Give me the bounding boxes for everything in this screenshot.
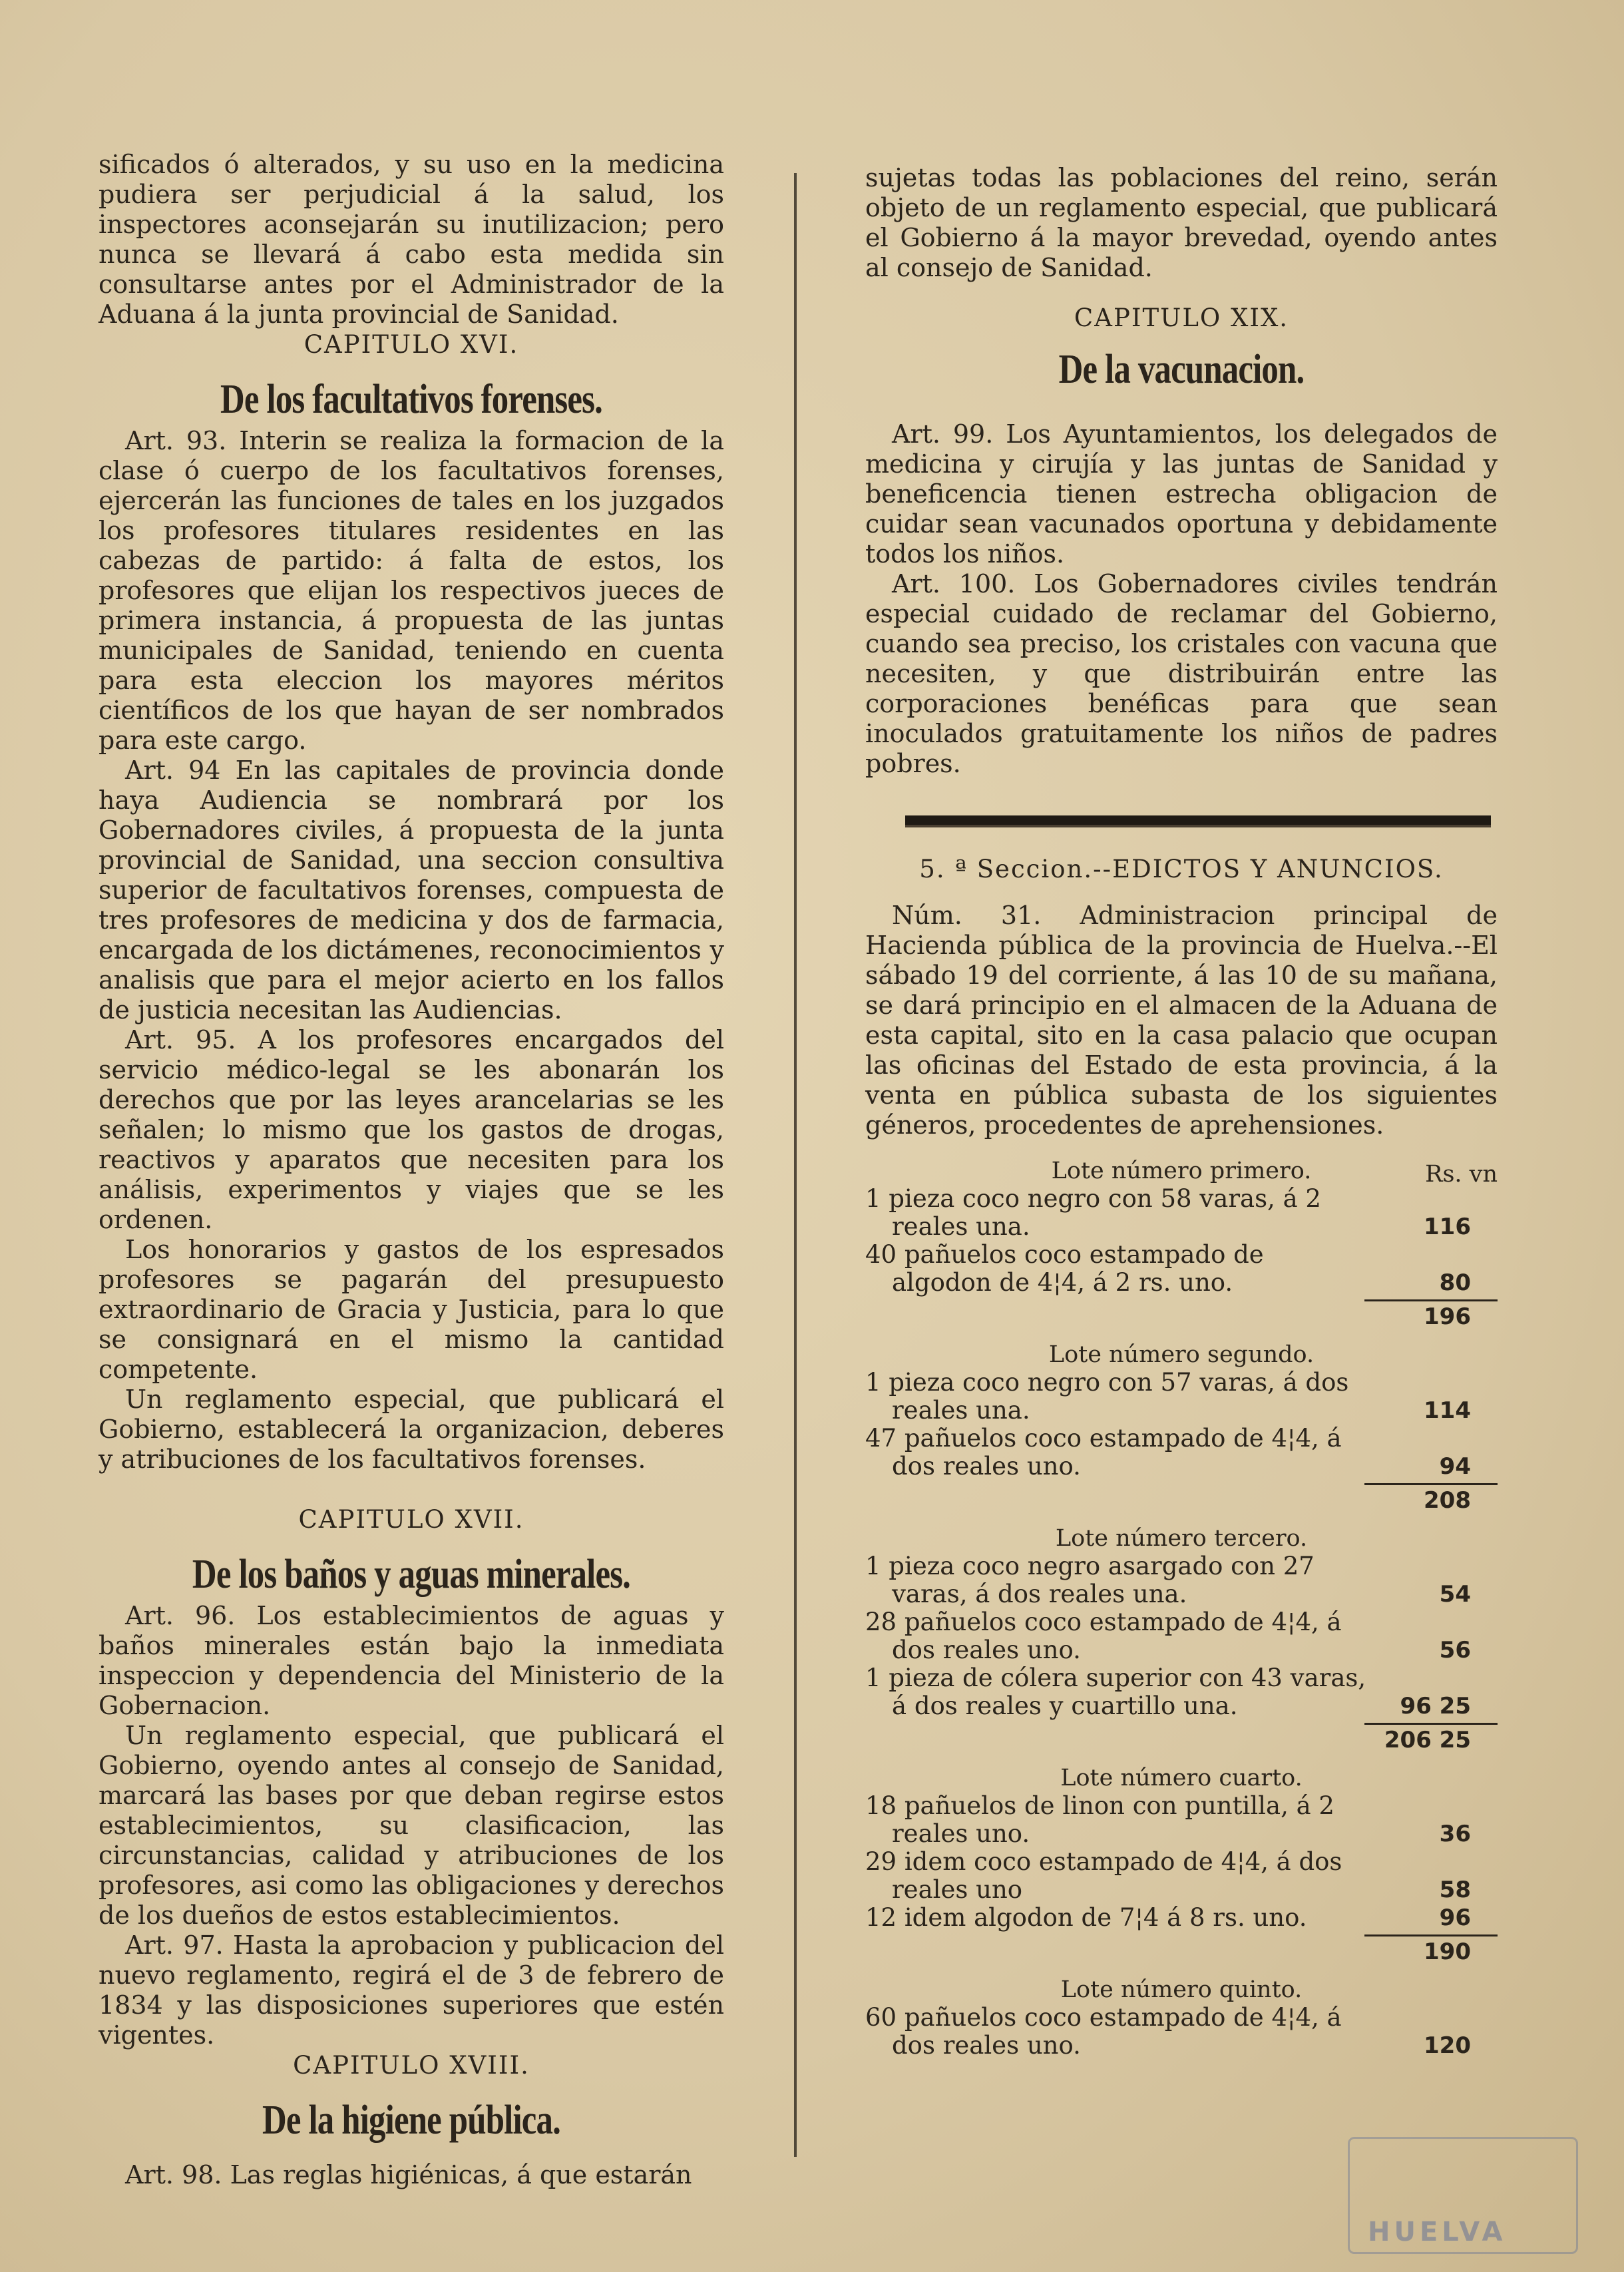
section-divider <box>905 815 1491 827</box>
lot-item-text: 12 idem algodon de 7¦4 á 8 rs. uno. <box>865 1903 1307 1932</box>
lot-total <box>865 1297 1498 1338</box>
lot-item-text: 60 pañuelos coco estampado de 4¦4, á dos reales uno. <box>865 2003 1342 2060</box>
lot-title: Lote número cuarto. <box>1060 1765 1303 1791</box>
lot-item-text: 1 pieza coco negro con 58 varas, á 2 reales una. <box>865 1184 1321 1241</box>
article-95-reglamento: Un reglamento especial, que publicará el Gobierno, establecerá la organizacion, deberes y atribuciones de los facultativos forenses. <box>99 1385 724 1474</box>
article-97: Art. 97. Hasta la aprobacion y publicacion del nuevo reglamento, regirá el de 3 de febrero de 1834 y las disposiciones superiores que estén vigentes. <box>99 1931 724 2050</box>
lot-item-text: 1 pieza coco negro asargado con 27 varas, á dos reales una. <box>865 1552 1315 1608</box>
lot-item-amount: 96 <box>1439 1905 1471 1931</box>
auction-lots <box>865 1157 1498 2066</box>
lot-item-amount: 94 <box>1439 1453 1471 1480</box>
lot-item-amount: 116 <box>1424 1214 1471 1240</box>
lot-item-amount: 96 25 <box>1400 1693 1471 1719</box>
column-divider <box>794 173 797 2157</box>
lot-total-value: 206 25 <box>1384 1727 1471 1753</box>
lot-item <box>865 1848 1498 1904</box>
lot-item <box>865 1904 1498 1932</box>
article-93: Art. 93. Interin se realiza la formacion de la clase ó cuerpo de los facultativos forenses, ejercerán las funciones de tales en los juzgados los profesores titulares residentes en las cabezas de partido: á falta de estos, los profesores que elijan los respectivos jueces de primera instancia, á propuesta de las juntas municipales de Sanidad, teniendo en cuenta para esta eleccion los mayores méritos científicos de los que hayan de ser nombrados para este cargo. <box>99 426 724 755</box>
lot-item <box>865 2004 1498 2060</box>
lot-total <box>865 2060 1498 2066</box>
lot-item-text: 40 pañuelos coco estampado de algodon de 4¦4, á 2 rs. uno. <box>865 1240 1264 1297</box>
lot-item <box>865 1608 1498 1664</box>
notice-31: Núm. 31. Administracion principal de Hacienda pública de la provincia de Huelva.--El sábado 19 del corriente, á las 10 de su mañana, se dará principio en el almacen de la Aduana de esta capital, sito en la casa palacio que ocupan las oficinas del Estado de esta provincia, á la venta en pública subasta de los siguientes géneros, procedentes de aprehensiones. <box>865 901 1498 1140</box>
heading-banos: De los baños y aguas minerales. <box>192 1552 631 1597</box>
lot-total-value: 196 <box>1424 1303 1471 1330</box>
lot-item <box>865 1552 1498 1608</box>
lot-title: Lote número primero. <box>1051 1158 1312 1184</box>
section-5-title: 5. ª Seccion.--EDICTOS Y ANUNCIOS. <box>919 855 1444 883</box>
seal-text: HUELVA <box>1368 2217 1507 2247</box>
heading-forenses: De los facultativos forenses. <box>220 377 602 422</box>
article-95: Art. 95. A los profesores encargados del servicio médico-legal se les abonarán los derechos que por las leyes arancelarias se les señalen; lo mismo que los gastos de drogas, reactivos y aparatos que necesiten para los análisis, experimentos y viajes que se les ordenen. <box>99 1025 724 1234</box>
lot-item-text: 1 pieza coco negro con 57 varas, á dos reales una. <box>865 1368 1349 1425</box>
lot-item <box>865 1185 1498 1241</box>
lot-item <box>865 1425 1498 1480</box>
lot-total-value: 190 <box>1424 1938 1471 1965</box>
lot-item-amount: 36 <box>1439 1821 1471 1847</box>
article-96: Art. 96. Los establecimientos de aguas y baños minerales están bajo la inmediata inspeccion y dependencia del Ministerio de la Gobernacion. <box>99 1601 724 1720</box>
chapter-19-title: CAPITULO XIX. <box>1074 304 1289 332</box>
chapter-16-title: CAPITULO XVI. <box>304 330 519 359</box>
article-98: Art. 98. Las reglas higiénicas, á que estarán <box>125 2160 692 2189</box>
paragraph-continuation-right: sujetas todas las poblaciones del reino, serán objeto de un reglamento especial, que publicará el Gobierno á la mayor brevedad, oyendo antes al consejo de Sanidad. <box>865 163 1498 282</box>
lot-total <box>865 1932 1498 1973</box>
chapter-18-title: CAPITULO XVIII. <box>293 2051 530 2080</box>
heading-higiene: De la higiene pública. <box>262 2098 561 2143</box>
total-rule <box>1364 1934 1498 1936</box>
lot-total <box>865 1720 1498 1761</box>
lot-item <box>865 1369 1498 1425</box>
lot-item-text: 47 pañuelos coco estampado de 4¦4, á dos reales uno. <box>865 1424 1342 1480</box>
article-100: Art. 100. Los Gobernadores civiles tendrán especial cuidado de reclamar del Gobierno, cuando sea preciso, los cristales con vacuna que necesiten, y que distribuirán entre las corporaciones benéficas para que sean inoculados gratuitamente los niños de padres pobres. <box>865 569 1498 778</box>
total-rule <box>1364 1483 1498 1485</box>
lot-title: Lote número tercero. <box>1055 1525 1308 1552</box>
paragraph-continuation: sificados ó alterados, y su uso en la medicina pudiera ser perjudicial á la salud, los inspectores aconsejarán su inutilizacion; pero nunca se llevará á cabo esta medida sin consultarse antes por el Administrador de la Aduana á la junta provincial de Sanidad. <box>99 150 724 329</box>
lot-item-amount: 120 <box>1424 2032 1471 2059</box>
lot-item-amount: 54 <box>1439 1581 1471 1608</box>
lot-item-amount: 58 <box>1439 1877 1471 1903</box>
lot-total-value: 208 <box>1424 1487 1471 1514</box>
article-95-honorarios: Los honorarios y gastos de los espresados profesores se pagarán del presupuesto extraordinario de Gracia y Justicia, para lo que se consignará en el mismo la cantidad competente. <box>99 1235 724 1384</box>
chapter-17-title: CAPITULO XVII. <box>298 1505 524 1534</box>
article-96-reglamento: Un reglamento especial, que publicará el Gobierno, oyendo antes al consejo de Sanidad, marcará las bases por que deban regirse estos establecimientos, su clasificacion, las circunstancias, calidad y atribuciones de los profesores, asi como las obligaciones y derechos de los dueños de estos establecimientos. <box>99 1721 724 1930</box>
total-rule <box>1364 1299 1498 1301</box>
currency-header: Rs. vn <box>1425 1161 1498 1188</box>
lot-item-amount: 80 <box>1439 1269 1471 1296</box>
lot-item <box>865 1664 1498 1720</box>
lot-title: Lote número quinto. <box>1060 1976 1303 2003</box>
lot-item-text: 18 pañuelos de linon con puntilla, á 2 reales uno. <box>865 1791 1334 1848</box>
total-rule <box>1364 1723 1498 1725</box>
lot-item-text: 29 idem coco estampado de 4¦4, á dos reales uno <box>865 1847 1342 1904</box>
left-column <box>99 150 724 2190</box>
article-94: Art. 94 En las capitales de provincia donde haya Audiencia se nombrará por los Gobernadores civiles, á propuesta de la junta provincial de Sanidad, una seccion consultiva superior de facultativos forenses, compuesta de tres profesores de medicina y dos de farmacia, encargada de los dictámenes, reconocimientos y analisis que para el mejor acierto en los fallos de justicia necesitan las Audiencias. <box>99 756 725 1024</box>
lot-item-text: 1 pieza de cólera superior con 43 varas, á dos reales y cuartillo una. <box>865 1664 1366 1720</box>
lot-item <box>865 1241 1498 1297</box>
lot-title: Lote número segundo. <box>1048 1341 1315 1368</box>
heading-vacunacion: De la vacunacion. <box>1058 347 1305 392</box>
right-column <box>865 163 1498 2066</box>
lot-total <box>865 1480 1498 1522</box>
lot-item-amount: 114 <box>1424 1397 1471 1424</box>
article-99: Art. 99. Los Ayuntamientos, los delegados de medicina y cirujía y las juntas de Sanidad y beneficencia tienen estrecha obligacion de cuidar sean vacunados oportuna y debidamente todos los niños. <box>865 419 1498 568</box>
lot-item-amount: 56 <box>1439 1637 1471 1664</box>
lot-item <box>865 1792 1498 1848</box>
lot-item-text: 28 pañuelos coco estampado de 4¦4, á dos reales uno. <box>865 1608 1342 1664</box>
